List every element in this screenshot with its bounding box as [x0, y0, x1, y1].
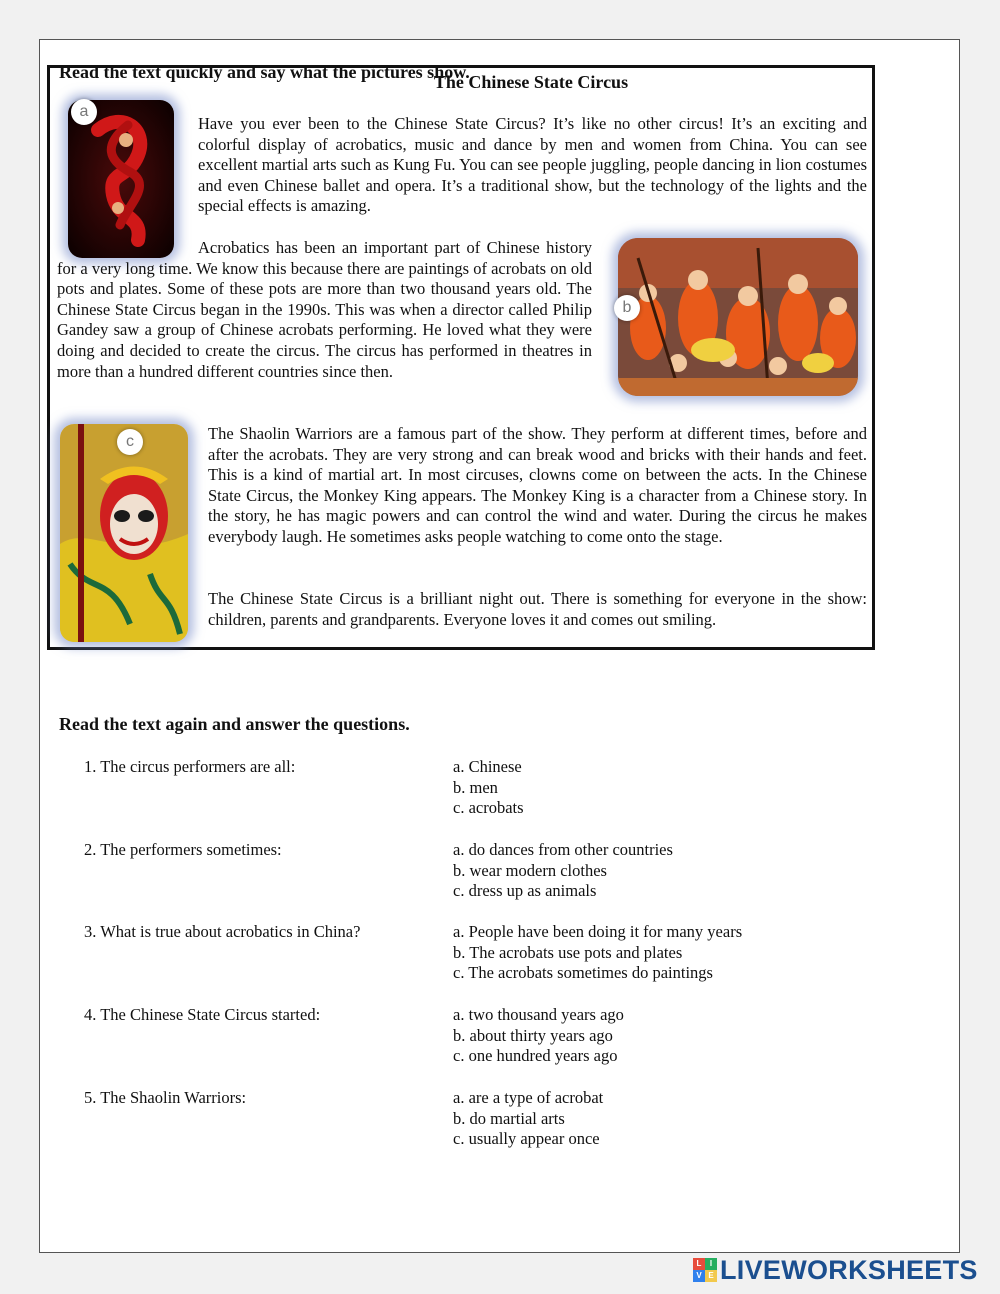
logo-tile-e: E: [705, 1270, 717, 1282]
question-2-stem: 2. The performers sometimes:: [84, 840, 282, 859]
question-2-option-a[interactable]: a. do dances from other countries: [453, 840, 673, 859]
question-5-stem: 5. The Shaolin Warriors:: [84, 1088, 247, 1107]
question-5-option-b[interactable]: b. do martial arts: [453, 1108, 565, 1128]
picture-b-shaolin-warriors: [618, 238, 858, 396]
question-5-option-c[interactable]: c. usually appear once: [453, 1129, 600, 1149]
picture-b-label: b: [614, 295, 640, 321]
article-title: The Chinese State Circus: [433, 72, 629, 92]
question-2-option-c[interactable]: c. dress up as animals: [453, 881, 597, 901]
question-1-option-a[interactable]: a. Chinese: [453, 757, 522, 776]
question-5-options: [453, 1088, 603, 1150]
brand-name: LIVEWORKSHEETS: [720, 1255, 978, 1285]
question-4-stem: 4. The Chinese State Circus started:: [84, 1005, 321, 1024]
question-4-option-a[interactable]: a. two thousand years ago: [453, 1005, 624, 1024]
picture-a-label: a: [71, 99, 97, 125]
question-1-options: [453, 757, 524, 819]
question-4-option-b[interactable]: b. about thirty years ago: [453, 1025, 613, 1045]
question-3-options: [453, 922, 742, 984]
question-3-option-c[interactable]: c. The acrobats sometimes do paintings: [453, 963, 713, 983]
logo-tile-l: L: [693, 1258, 705, 1270]
question-5-option-a[interactable]: a. are a type of acrobat: [453, 1088, 604, 1107]
question-3-option-b[interactable]: b. The acrobats use pots and plates: [453, 942, 683, 962]
article-paragraph-4: The Chinese State Circus is a brilliant night out. There is something for everyone in the show: children, parents and grandparents. Everyone loves it and comes out smiling.: [208, 589, 867, 629]
article-box: [47, 65, 875, 650]
picture-c-label: c: [117, 429, 143, 455]
question-4-option-c[interactable]: c. one hundred years ago: [453, 1046, 618, 1066]
liveworksheets-logo-icon: [693, 1258, 717, 1282]
instruction-questions: Read the text again and answer the questions.: [59, 714, 410, 734]
question-2-option-b[interactable]: b. wear modern clothes: [453, 860, 607, 880]
logo-tile-v: V: [693, 1270, 705, 1282]
article-paragraph-3: The Shaolin Warriors are a famous part of the show. They perform at different times, before and after the acrobats. They are very strong and can break wood and bricks with their hands and feet. This is a kind of martial art. In most circuses, clowns come on between the acts. In the Chinese State Circus, the Monkey King appears. The Monkey King is a character from a Chinese story. In the story, he has magic powers and can control the wind and water. During the circus he makes everybody laugh. He sometimes asks people watching to come onto the stage.: [208, 424, 867, 546]
question-1-option-b[interactable]: b. men: [453, 777, 498, 797]
instruction-skim: Read the text quickly and say what the pictures show.: [59, 62, 470, 82]
question-3-option-a[interactable]: a. People have been doing it for many years: [453, 922, 743, 941]
picture-c-monkey-king: [60, 424, 188, 642]
question-1-option-c[interactable]: c. acrobats: [453, 798, 524, 818]
question-1-stem: 1. The circus performers are all:: [84, 757, 296, 776]
question-3-stem: 3. What is true about acrobatics in China?: [84, 922, 361, 941]
logo-tile-i: I: [705, 1258, 717, 1270]
liveworksheets-brand[interactable]: [693, 1256, 978, 1284]
article-paragraph-1: Have you ever been to the Chinese State Circus? It’s like no other circus! It’s an exciting and colorful display of acrobatics, music and dance by men and women from China. You can see excellent martial arts such as Kung Fu. You can see people juggling, people dancing in lion costumes and even Chinese ballet and opera. It’s a traditional show, but the technology of the lights and the special effects is amazing.: [198, 114, 867, 216]
article-paragraph-2: Acrobatics has been an important part of Chinese history for a very long time. We know this because there are paintings of acrobats on old pots and plates. Some of these pots are more than two thousand years old. The Chinese State Circus began in the 1990s. This was when a director called Philip Gandey saw a group of Chinese acrobats performing. He loved what they were doing and decided to create the circus. The circus has performed in theatres in more than a hundred different countries since then.: [57, 238, 592, 381]
question-2-options: [453, 840, 673, 902]
question-4-options: [453, 1005, 624, 1067]
